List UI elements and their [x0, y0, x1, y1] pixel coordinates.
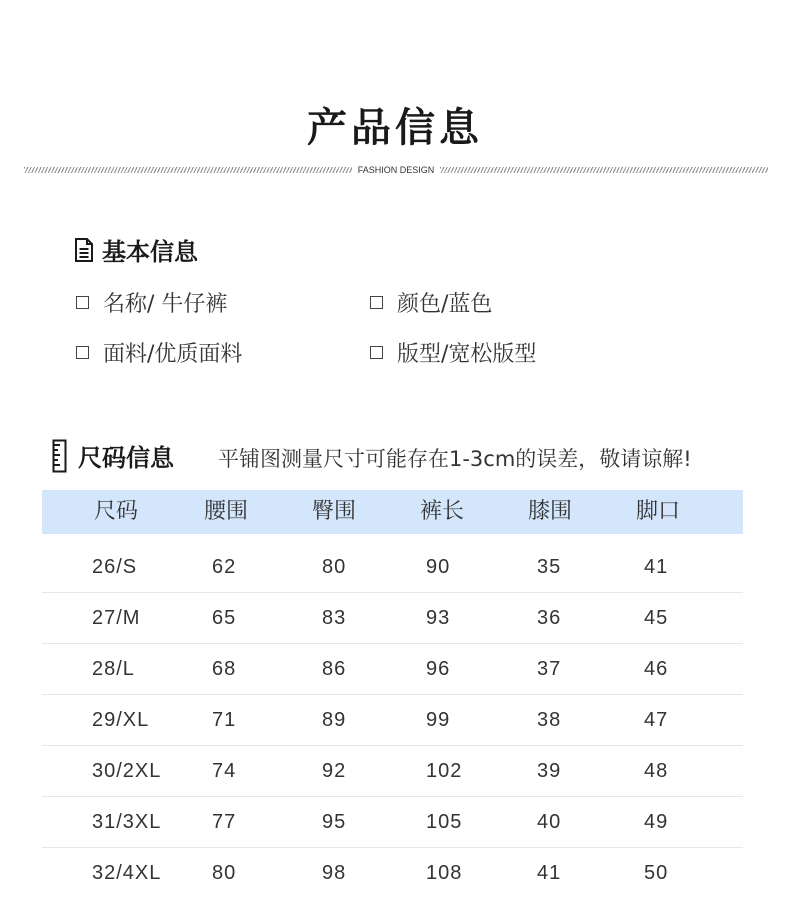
- table-cell: 45: [644, 607, 669, 629]
- document-icon: [74, 238, 94, 262]
- table-cell: 50: [644, 862, 669, 884]
- table-cell: 39: [537, 760, 562, 782]
- ruler-icon: [52, 439, 68, 473]
- size-info-heading: [52, 438, 174, 473]
- table-cell: 68: [212, 658, 237, 680]
- basic-info-title: 基本信息: [102, 238, 198, 266]
- table-row: [42, 746, 743, 797]
- table-cell: 31/3XL: [92, 811, 162, 833]
- table-cell: 37: [537, 658, 562, 680]
- table-cell: 48: [644, 760, 669, 782]
- attribute-text: 面料/优质面料: [103, 342, 243, 367]
- table-cell: 32/4XL: [92, 862, 162, 884]
- table-cell: 46: [644, 658, 669, 680]
- table-cell: 93: [426, 607, 451, 629]
- column-header: 脚口: [636, 499, 681, 524]
- table-cell: 86: [322, 658, 347, 680]
- table-cell: 99: [426, 709, 451, 731]
- table-cell: 26/S: [92, 556, 138, 578]
- attribute-item: [370, 337, 536, 368]
- table-cell: 90: [426, 556, 451, 578]
- table-cell: 77: [212, 811, 237, 833]
- table-body: [42, 534, 743, 898]
- checkbox-icon: [370, 296, 383, 309]
- table-header: [42, 490, 743, 534]
- section-divider: [24, 163, 768, 177]
- checkbox-icon: [76, 346, 89, 359]
- table-cell: 28/L: [92, 658, 135, 680]
- table-cell: 47: [644, 709, 669, 731]
- table-cell: 96: [426, 658, 451, 680]
- table-cell: 98: [322, 862, 347, 884]
- size-table: [42, 490, 743, 898]
- column-header: 臀围: [312, 499, 357, 524]
- table-row: [42, 542, 743, 593]
- table-row: [42, 695, 743, 746]
- page-subtitle: FASHION DESIGN: [357, 165, 435, 175]
- table-cell: 89: [322, 709, 347, 731]
- attribute-item: [76, 337, 242, 368]
- table-cell: 49: [644, 811, 669, 833]
- attribute-text: 名称/ 牛仔裤: [103, 292, 228, 317]
- column-header: 腰围: [204, 499, 249, 524]
- table-cell: 41: [644, 556, 669, 578]
- table-cell: 40: [537, 811, 562, 833]
- table-cell: 36: [537, 607, 562, 629]
- divider-hatch-right: [440, 167, 768, 173]
- table-row: [42, 797, 743, 848]
- column-header: 裤长: [420, 499, 465, 524]
- table-cell: 41: [537, 862, 562, 884]
- page-title: 产品信息: [307, 105, 483, 151]
- size-info-title: 尺码信息: [78, 444, 174, 472]
- checkbox-icon: [76, 296, 89, 309]
- divider-hatch-left: [24, 167, 352, 173]
- table-row: [42, 848, 743, 898]
- table-cell: 30/2XL: [92, 760, 162, 782]
- table-row: [42, 644, 743, 695]
- attribute-text: 颜色/蓝色: [397, 292, 493, 317]
- basic-info-heading: [74, 232, 198, 267]
- table-cell: 105: [426, 811, 463, 833]
- table-cell: 102: [426, 760, 463, 782]
- table-cell: 95: [322, 811, 347, 833]
- attribute-item: [370, 287, 492, 318]
- measurement-note: 平铺图测量尺寸可能存在1-3cm的误差，敬请谅解!: [218, 447, 692, 471]
- table-cell: 62: [212, 556, 237, 578]
- table-cell: 92: [322, 760, 347, 782]
- table-cell: 74: [212, 760, 237, 782]
- table-cell: 71: [212, 709, 237, 731]
- attribute-text: 版型/宽松版型: [397, 342, 537, 367]
- table-cell: 83: [322, 607, 347, 629]
- table-cell: 27/M: [92, 607, 141, 629]
- table-cell: 80: [212, 862, 237, 884]
- checkbox-icon: [370, 346, 383, 359]
- table-cell: 35: [537, 556, 562, 578]
- table-cell: 80: [322, 556, 347, 578]
- table-cell: 29/XL: [92, 709, 150, 731]
- attribute-item: [76, 287, 227, 318]
- column-header: 尺码: [94, 499, 139, 524]
- table-row: [42, 593, 743, 644]
- table-cell: 108: [426, 862, 463, 884]
- table-cell: 65: [212, 607, 237, 629]
- table-cell: 38: [537, 709, 562, 731]
- column-header: 膝围: [528, 499, 573, 524]
